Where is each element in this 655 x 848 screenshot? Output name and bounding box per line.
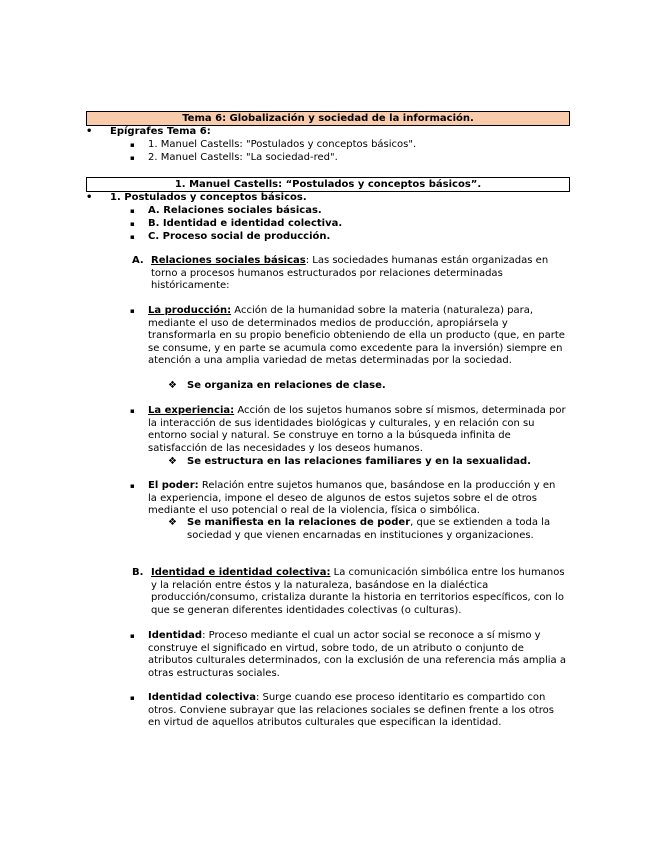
square-bullet-icon: ▪ [130,307,135,315]
square-bullet-icon: ▪ [130,407,135,415]
square-bullet-icon: ▪ [130,207,135,215]
postulados-heading: • 1. Postulados y conceptos básicos. [86,192,307,203]
section-box: 1. Manuel Castells: “Postulados y conceptos básicos”. [86,177,570,192]
produccion-sub: Se organiza en relaciones de clase. [187,380,386,391]
diamond-bullet-icon: ❖ [168,380,177,391]
poder-sub: Se manifiesta en la relaciones de poder, que se extienden a toda la sociedad y que vienen encarnadas en instituciones y organizaciones. [187,517,551,541]
section-b-letter: B. [132,567,144,578]
diamond-bullet-icon: ❖ [168,456,177,467]
square-bullet-icon: ▪ [130,694,135,702]
experiencia-term: La experiencia: [148,405,235,416]
poder-paragraph: El poder: Relación entre sujetos humanos que, basándose en la producción y en la experiencia, impone el deseo de algunos de estos sujetos sobre el de otros mediante el uso potencial o real de la violencia, física o simbólica. [148,480,556,517]
experiencia-paragraph: La experiencia: Acción de los sujetos humanos sobre sí mismos, determinada por la interacción de sus identidades biológicas y culturales, y en relación con su entorno social y natural. Se construye en torno a la búsqueda infinita de satisfacción de las necesidades y los deseos humanos. [148,405,566,454]
postulado-item: C. Proceso social de producción. [148,231,331,242]
square-bullet-icon: ▪ [130,141,135,149]
postulado-item: B. Identidad e identidad colectiva. [148,218,343,229]
epigrafe-item: 2. Manuel Castells: "La sociedad-red". [148,152,338,163]
square-bullet-icon: ▪ [130,154,135,162]
epigrafe-item: 1. Manuel Castells: "Postulados y conceptos básicos". [148,139,417,150]
poder-term: El poder: [148,480,199,491]
produccion-paragraph: La producción: Acción de la humanidad sobre la materia (naturaleza) para, mediante el uso de determinados medios de producción, apropiársela y transformarla en su propio beneficio obteniendo de ella un producto (que, en parte se consume, y en parte se acumula como excedente para la inversión) siempre en atención a una amplia variedad de metas determinadas por la sociedad. [148,305,565,367]
section-b-title: Identidad e identidad colectiva: [151,567,331,578]
bullet-icon: • [86,126,93,137]
section-a-letter: A. [132,255,144,266]
section-b-paragraph: Identidad e identidad colectiva: La comunicación simbólica entre los humanos y la relación entre éstos y la naturaleza, basándose en la dialéctica producción/consumo, cristaliza durante la historia en territorios específicos, con lo que se generan diferentes identidades colectivas (o culturas). [151,567,565,616]
identidad-term: Identidad [148,630,203,641]
square-bullet-icon: ▪ [130,233,135,241]
square-bullet-icon: ▪ [130,220,135,228]
bullet-icon: • [86,192,93,203]
section-a-paragraph: Relaciones sociales básicas: Las sociedades humanas están organizadas en torno a procesos humanos estructurados por relaciones determinadas históricamente: [151,255,549,292]
produccion-term: La producción: [148,305,232,316]
epigrafes-heading: • Epígrafes Tema 6: [86,126,211,137]
square-bullet-icon: ▪ [130,482,135,490]
identidad-colectiva-term: Identidad colectiva [148,692,256,703]
square-bullet-icon: ▪ [130,632,135,640]
identidad-paragraph: Identidad: Proceso mediante el cual un actor social se reconoce a sí mismo y construye el significado en virtud, sobre todo, de un atributo o conjunto de atributos culturales determinados, con la exclusión de una referencia más amplia a otras estructuras sociales. [148,630,566,679]
postulado-item: A. Relaciones sociales básicas. [148,205,322,216]
diamond-bullet-icon: ❖ [168,517,177,528]
identidad-colectiva-paragraph: Identidad colectiva: Surge cuando ese proceso identitario es compartido con otros. Conviene subrayar que las relaciones sociales se definen frente a los otros en virtud de aquellos atributos culturales que especifican la identidad. [148,692,554,729]
title-box: Tema 6: Globalización y sociedad de la información. [86,111,570,126]
experiencia-sub: Se estructura en las relaciones familiares y en la sexualidad. [187,456,531,467]
section-a-title: Relaciones sociales básicas [151,255,306,266]
